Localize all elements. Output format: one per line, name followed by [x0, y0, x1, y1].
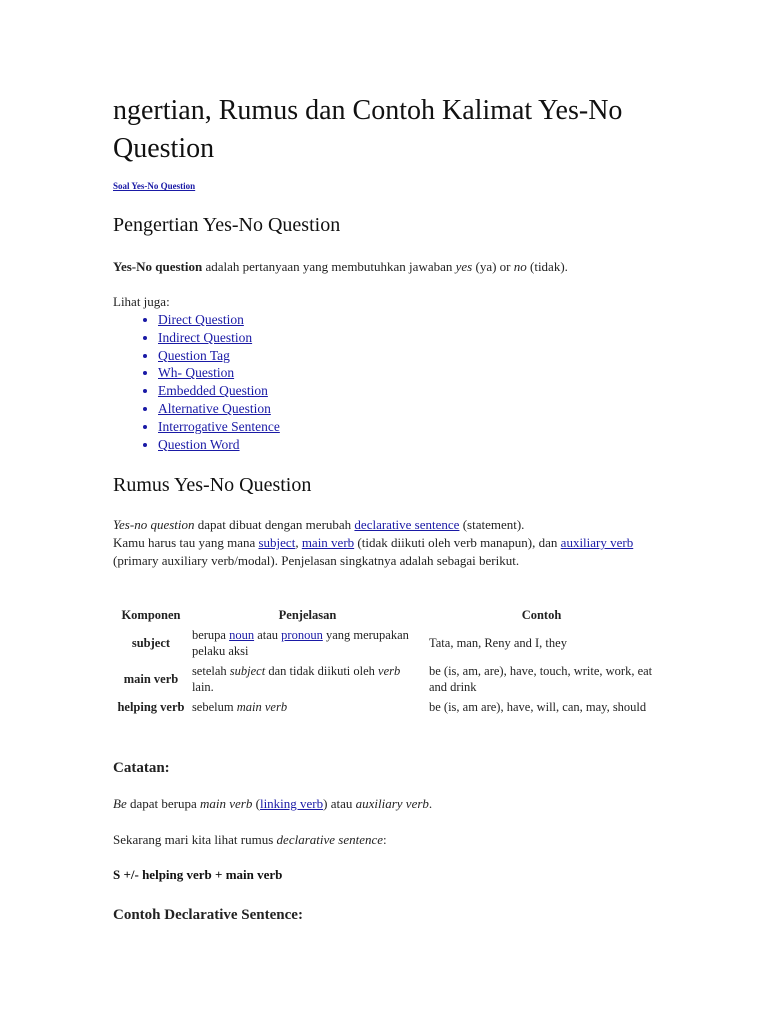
list-item — [158, 347, 280, 365]
cell-explanation: sebelum main verb — [191, 700, 288, 714]
table-row — [113, 625, 657, 661]
cell-component: main verb — [123, 672, 179, 686]
related-links-list — [113, 311, 280, 453]
list-item — [158, 364, 280, 382]
list-item — [158, 311, 280, 329]
table-header-row — [113, 605, 657, 625]
list-item — [158, 400, 280, 418]
link-pronoun[interactable]: pronoun — [281, 628, 323, 642]
heading-contoh-declarative: Contoh Declarative Sentence: — [113, 907, 303, 923]
cell-component: subject — [131, 636, 171, 650]
link-auxiliary-verb[interactable]: auxiliary verb — [560, 535, 634, 550]
link-noun[interactable]: noun — [229, 628, 255, 642]
header-penjelasan: Penjelasan — [278, 608, 337, 622]
rumus-intro-paragraph: Sekarang mari kita lihat rumus declarative sentence: — [113, 832, 387, 847]
link-declarative-sentence[interactable]: declarative sentence — [354, 517, 460, 532]
heading-pengertian: Pengertian Yes-No Question — [113, 214, 341, 236]
cell-component: helping verb — [117, 700, 185, 714]
cell-explanation: berupa noun atau pronoun yang merupakan pelaku aksi — [191, 628, 409, 658]
table-row — [113, 661, 657, 697]
table-row — [113, 697, 657, 717]
intro-paragraph: Yes-No question adalah pertanyaan yang membutuhkan jawaban yes (ya) or no (tidak). — [113, 259, 568, 274]
list-item — [158, 329, 280, 347]
link-subject[interactable]: subject — [258, 535, 296, 550]
rumus-paragraph: Yes-no question dapat dibuat dengan merubah declarative sentence (statement). Kamu harus tau yang mana subject, main verb (tidak diikuti oleh verb manapun), dan auxiliary verb (primary auxiliary verb/modal). Penjelasan singkatnya adalah sebagai berikut. — [113, 517, 634, 568]
soal-link[interactable]: Soal Yes-No Question — [113, 181, 196, 191]
link-embedded-question[interactable]: Embedded Question — [158, 383, 268, 399]
header-komponen: Komponen — [121, 608, 181, 622]
cell-example: be (is, am, are), have, touch, write, work, eat and drink — [428, 664, 653, 694]
link-wh-question[interactable]: Wh- Question — [158, 365, 235, 381]
link-indirect-question[interactable]: Indirect Question — [158, 329, 253, 345]
link-direct-question[interactable]: Direct Question — [158, 312, 244, 327]
components-table — [113, 605, 657, 717]
list-item — [158, 436, 280, 454]
link-alternative-question[interactable]: Alternative Question — [158, 400, 271, 416]
cell-example: Tata, man, Reny and I, they — [428, 636, 567, 650]
link-question-word[interactable]: Question Word — [158, 436, 240, 452]
page-title: ngertian, Rumus dan Contoh Kalimat Yes-No Question — [113, 95, 623, 164]
list-item — [158, 382, 280, 400]
link-interrogative-sentence[interactable]: Interrogative Sentence — [158, 418, 280, 434]
cell-example: be (is, am are), have, will, can, may, should — [428, 700, 647, 714]
see-also-label: Lihat juga: — [113, 294, 170, 309]
link-question-tag[interactable]: Question Tag — [158, 347, 230, 363]
list-item — [158, 418, 280, 436]
heading-catatan: Catatan: — [113, 760, 170, 776]
link-main-verb[interactable]: main verb — [301, 535, 355, 550]
note-paragraph: Be dapat berupa main verb (linking verb) atau auxiliary verb. — [113, 796, 433, 811]
formula: S +/- helping verb + main verb — [113, 867, 283, 882]
heading-rumus: Rumus Yes-No Question — [113, 474, 312, 496]
header-contoh: Contoh — [521, 608, 562, 622]
cell-explanation: setelah subject dan tidak diikuti oleh verb lain. — [191, 664, 401, 694]
link-linking-verb[interactable]: linking verb — [259, 796, 324, 811]
